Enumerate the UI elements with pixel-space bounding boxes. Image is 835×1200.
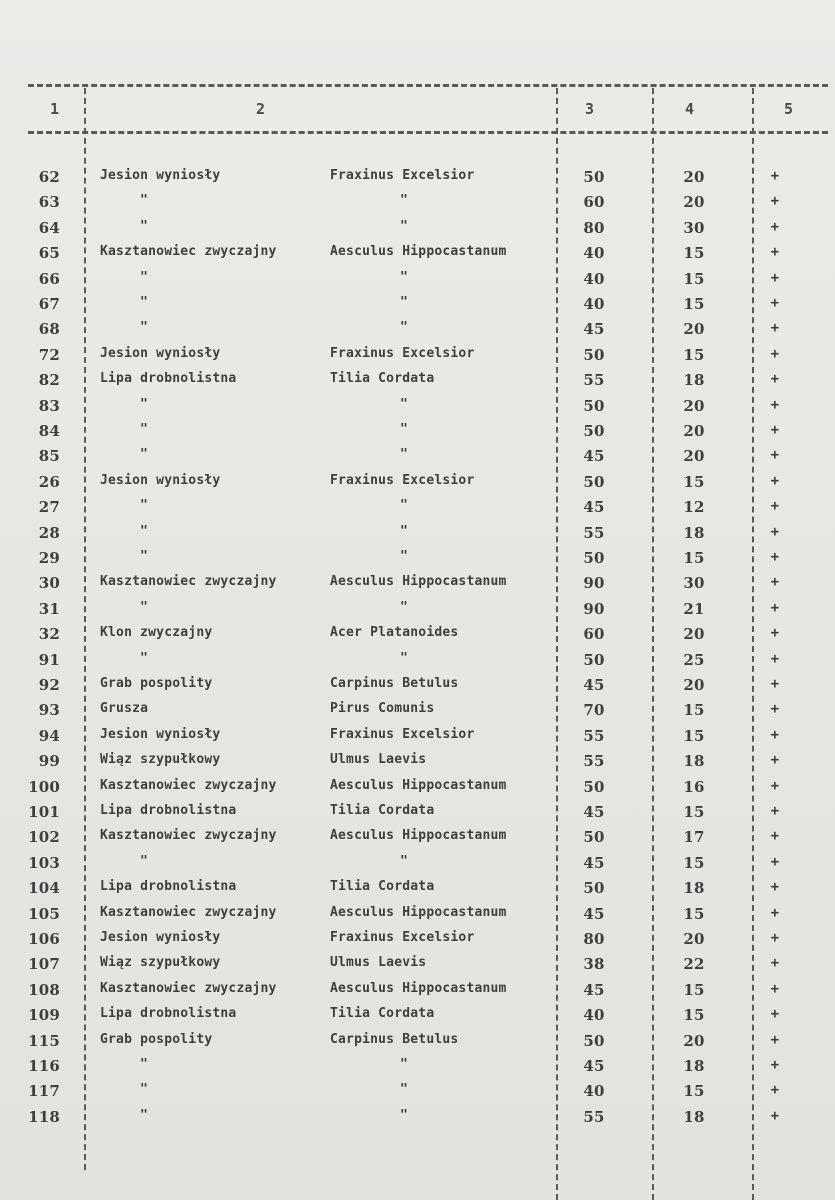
column-4-value: 20	[683, 422, 705, 440]
row-number: 103	[28, 853, 60, 872]
row-number: 32	[38, 625, 60, 644]
column-4-value: 18	[683, 1057, 705, 1075]
table-row	[0, 320, 835, 345]
row-number: 72	[38, 345, 60, 364]
column-4-value: 15	[683, 1006, 705, 1025]
row-number: 108	[28, 980, 60, 999]
column-5-mark: +	[770, 1031, 780, 1048]
column-3-value: 50	[583, 168, 605, 186]
table-row	[0, 1108, 835, 1133]
polish-name: "	[140, 853, 149, 869]
polish-name: Jesion wyniosły	[100, 345, 221, 361]
polish-name: "	[140, 218, 149, 234]
column-4-value: 15	[683, 726, 705, 745]
column-5-mark: +	[770, 1057, 780, 1073]
column-5-mark: +	[770, 625, 780, 642]
column-5-mark: +	[770, 701, 780, 718]
latin-name: "	[400, 498, 409, 514]
latin-name: "	[400, 1082, 409, 1098]
column-3-value: 45	[583, 320, 605, 339]
column-3-value: 50	[583, 828, 605, 847]
row-number: 28	[38, 523, 60, 542]
column-4-value: 20	[683, 447, 705, 466]
column-3-value: 50	[583, 879, 605, 898]
latin-name: "	[400, 650, 409, 666]
column-4-value: 15	[683, 244, 705, 263]
latin-name: "	[400, 599, 409, 615]
row-number: 92	[38, 676, 60, 694]
latin-name: "	[400, 396, 409, 412]
column-3-value: 50	[583, 549, 605, 567]
column-4-value: 17	[683, 828, 705, 847]
polish-name: "	[140, 1107, 149, 1123]
table-row	[0, 524, 835, 549]
column-3-value: 55	[583, 1107, 605, 1126]
polish-name: Kasztanowiec zwyczajny	[100, 904, 277, 920]
latin-name: Tilia Cordata	[330, 879, 435, 895]
column-4-value: 25	[683, 650, 705, 669]
column-4-value: 20	[683, 396, 705, 415]
row-number: 65	[38, 244, 60, 263]
row-number: 93	[38, 701, 60, 720]
latin-name: Tilia Cordata	[330, 803, 435, 818]
row-number: 26	[38, 472, 60, 491]
column-5-mark: +	[770, 650, 780, 667]
row-number: 116	[28, 1057, 60, 1075]
polish-name: Lipa drobnolistna	[100, 1006, 237, 1022]
latin-name: Carpinus Betulus	[330, 676, 459, 691]
polish-name: "	[140, 1057, 149, 1072]
row-number: 66	[38, 269, 60, 288]
latin-name: Carpinus Betulus	[330, 1031, 459, 1047]
column-5-mark: +	[770, 523, 780, 540]
column-5-mark: +	[770, 193, 780, 210]
table-row	[0, 955, 835, 980]
polish-name: Jesion wyniosły	[100, 168, 221, 183]
row-number: 109	[28, 1006, 60, 1025]
table-row	[0, 574, 835, 599]
polish-name: Kasztanowiec zwyczajny	[100, 777, 277, 793]
table-row	[0, 854, 835, 879]
latin-name: Ulmus Laevis	[330, 752, 427, 768]
latin-name: Acer Platanoides	[330, 625, 459, 641]
table-row	[0, 701, 835, 726]
column-3-value: 45	[583, 498, 605, 517]
polish-name: Kasztanowiec zwyczajny	[100, 574, 277, 590]
table-row	[0, 1082, 835, 1107]
header-bottom-rule	[28, 131, 828, 134]
column-5-mark: +	[770, 930, 780, 946]
latin-name: Fraxinus Excelsior	[330, 726, 475, 742]
polish-name: "	[140, 498, 149, 514]
column-4-value: 15	[683, 701, 705, 720]
column-3-value: 50	[583, 345, 605, 364]
polish-name: "	[140, 599, 149, 615]
column-3-value: 55	[583, 371, 605, 390]
table-row	[0, 752, 835, 777]
polish-name: "	[140, 650, 149, 666]
polish-name: "	[140, 447, 149, 463]
row-number: 29	[38, 549, 60, 567]
latin-name: Tilia Cordata	[330, 371, 435, 387]
row-number: 117	[28, 1082, 60, 1101]
column-4-value: 16	[683, 777, 705, 796]
polish-name: "	[140, 396, 149, 412]
column-4-value: 20	[683, 676, 705, 694]
table-row	[0, 193, 835, 218]
polish-name: "	[140, 320, 149, 336]
row-number: 85	[38, 447, 60, 466]
column-5-mark: +	[770, 1082, 780, 1099]
column-4-value: 18	[683, 371, 705, 390]
column-5-mark: +	[770, 574, 780, 591]
table-row	[0, 346, 835, 371]
table-row	[0, 727, 835, 752]
polish-name: Grab pospolity	[100, 1031, 213, 1047]
column-4-value: 18	[683, 523, 705, 542]
column-3-value: 45	[583, 447, 605, 466]
column-5-mark: +	[770, 396, 780, 413]
latin-name: Fraxinus Excelsior	[330, 168, 475, 183]
column-4-value: 15	[683, 269, 705, 288]
row-number: 31	[38, 599, 60, 618]
column-3-value: 50	[583, 422, 605, 440]
polish-name: Kasztanowiec zwyczajny	[100, 828, 277, 844]
table-row	[0, 803, 835, 828]
row-number: 30	[38, 574, 60, 593]
column-3-value: 45	[583, 803, 605, 821]
table-row	[0, 270, 835, 295]
column-4-value: 30	[683, 574, 705, 593]
column-3-value: 80	[583, 218, 605, 237]
column-5-mark: +	[770, 168, 780, 184]
column-5-mark: +	[770, 1006, 780, 1023]
polish-name: Kasztanowiec zwyczajny	[100, 244, 277, 260]
polish-name: Lipa drobnolistna	[100, 371, 237, 387]
row-number: 99	[38, 752, 60, 771]
column-3-value: 50	[583, 472, 605, 491]
latin-name: Aesculus Hippocastanum	[330, 828, 507, 844]
column-5-mark: +	[770, 371, 780, 388]
column-5-mark: +	[770, 904, 780, 921]
row-number: 115	[28, 1031, 60, 1050]
column-5-mark: +	[770, 980, 780, 997]
column-3-value: 60	[583, 193, 605, 212]
column-5-mark: +	[770, 549, 780, 565]
table-row	[0, 397, 835, 422]
table-row	[0, 676, 835, 701]
column-4-value: 30	[683, 218, 705, 237]
column-5-mark: +	[770, 726, 780, 743]
header-top-rule	[28, 84, 828, 87]
table-row	[0, 295, 835, 320]
column-4-value: 15	[683, 345, 705, 364]
latin-name: "	[400, 1107, 409, 1123]
header-col-1: 1	[50, 100, 60, 118]
latin-name: Aesculus Hippocastanum	[330, 980, 507, 996]
table-row	[0, 1006, 835, 1031]
latin-name: "	[400, 269, 409, 285]
table-row	[0, 981, 835, 1006]
column-4-value: 15	[683, 904, 705, 923]
row-number: 102	[28, 828, 60, 847]
column-3-value: 55	[583, 726, 605, 745]
column-5-mark: +	[770, 498, 780, 515]
column-3-value: 40	[583, 244, 605, 263]
table-row	[0, 905, 835, 930]
column-3-value: 90	[583, 599, 605, 618]
row-number: 64	[38, 218, 60, 237]
polish-name: "	[140, 422, 149, 437]
table-row	[0, 168, 835, 193]
row-number: 27	[38, 498, 60, 517]
row-number: 94	[38, 726, 60, 745]
row-number: 63	[38, 193, 60, 212]
latin-name: Aesculus Hippocastanum	[330, 904, 507, 920]
column-4-value: 20	[683, 625, 705, 644]
table-row	[0, 422, 835, 447]
polish-name: Grusza	[100, 701, 149, 717]
column-3-value: 45	[583, 1057, 605, 1075]
column-4-value: 15	[683, 549, 705, 567]
latin-name: "	[400, 295, 409, 310]
row-number: 105	[28, 904, 60, 923]
column-3-value: 40	[583, 269, 605, 288]
column-5-mark: +	[770, 345, 780, 362]
column-4-value: 15	[683, 803, 705, 821]
column-3-value: 50	[583, 396, 605, 415]
polish-name: Grab pospolity	[100, 676, 213, 691]
row-number: 106	[28, 930, 60, 948]
column-5-mark: +	[770, 599, 780, 616]
column-5-mark: +	[770, 295, 780, 311]
table-row	[0, 549, 835, 574]
column-3-value: 50	[583, 650, 605, 669]
row-number: 101	[28, 803, 60, 821]
table-row	[0, 625, 835, 650]
latin-name: Fraxinus Excelsior	[330, 930, 475, 945]
latin-name: "	[400, 853, 409, 869]
column-4-value: 20	[683, 193, 705, 212]
column-4-value: 12	[683, 498, 705, 517]
column-3-value: 50	[583, 1031, 605, 1050]
column-3-value: 80	[583, 930, 605, 948]
row-number: 62	[38, 168, 60, 186]
column-5-mark: +	[770, 244, 780, 261]
column-5-mark: +	[770, 447, 780, 464]
column-4-value: 22	[683, 955, 705, 974]
latin-name: "	[400, 193, 409, 209]
latin-name: "	[400, 218, 409, 234]
row-number: 84	[38, 422, 60, 440]
latin-name: "	[400, 447, 409, 463]
polish-name: Wiąz szypułkowy	[100, 752, 221, 768]
column-5-mark: +	[770, 422, 780, 438]
column-4-value: 15	[683, 853, 705, 872]
column-5-mark: +	[770, 879, 780, 896]
column-5-mark: +	[770, 676, 780, 692]
latin-name: "	[400, 523, 409, 539]
column-5-mark: +	[770, 828, 780, 845]
row-number: 67	[38, 295, 60, 313]
latin-name: Aesculus Hippocastanum	[330, 244, 507, 260]
polish-name: Jesion wyniosły	[100, 930, 221, 945]
column-3-value: 55	[583, 752, 605, 771]
latin-name: "	[400, 1057, 409, 1072]
column-3-value: 40	[583, 295, 605, 313]
column-3-value: 90	[583, 574, 605, 593]
column-4-value: 20	[683, 1031, 705, 1050]
table-row	[0, 447, 835, 472]
table-row	[0, 600, 835, 625]
column-3-value: 70	[583, 701, 605, 720]
latin-name: "	[400, 549, 409, 564]
latin-name: "	[400, 320, 409, 336]
polish-name: "	[140, 193, 149, 209]
column-4-value: 15	[683, 1082, 705, 1101]
column-3-value: 45	[583, 853, 605, 872]
column-5-mark: +	[770, 320, 780, 337]
polish-name: "	[140, 549, 149, 564]
table-row	[0, 498, 835, 523]
column-3-value: 40	[583, 1082, 605, 1101]
table-row	[0, 371, 835, 396]
header-col-2: 2	[256, 100, 266, 118]
polish-name: Jesion wyniosły	[100, 472, 221, 488]
column-4-value: 20	[683, 930, 705, 948]
header-col-4: 4	[685, 100, 695, 118]
row-number: 91	[38, 650, 60, 669]
column-3-value: 38	[583, 955, 605, 974]
latin-name: Aesculus Hippocastanum	[330, 777, 507, 793]
latin-name: Fraxinus Excelsior	[330, 472, 475, 488]
column-4-value: 15	[683, 295, 705, 313]
row-number: 83	[38, 396, 60, 415]
latin-name: Tilia Cordata	[330, 1006, 435, 1022]
table-row	[0, 930, 835, 955]
column-3-value: 60	[583, 625, 605, 644]
header-col-5: 5	[784, 100, 794, 118]
column-5-mark: +	[770, 1107, 780, 1124]
column-5-mark: +	[770, 777, 780, 794]
table-row	[0, 244, 835, 269]
latin-name: Fraxinus Excelsior	[330, 345, 475, 361]
polish-name: Lipa drobnolistna	[100, 879, 237, 895]
row-number: 100	[28, 777, 60, 796]
polish-name: "	[140, 1082, 149, 1098]
table-row	[0, 473, 835, 498]
row-number: 107	[28, 955, 60, 974]
column-4-value: 18	[683, 1107, 705, 1126]
column-4-value: 15	[683, 472, 705, 491]
column-3-value: 45	[583, 980, 605, 999]
column-5-mark: +	[770, 472, 780, 489]
row-number: 104	[28, 879, 60, 898]
table-row	[0, 1057, 835, 1082]
table-row	[0, 879, 835, 904]
column-5-mark: +	[770, 218, 780, 235]
table-row	[0, 219, 835, 244]
table-row	[0, 1032, 835, 1057]
polish-name: "	[140, 295, 149, 310]
column-4-value: 20	[683, 320, 705, 339]
latin-name: Ulmus Laevis	[330, 955, 427, 971]
polish-name: Klon zwyczajny	[100, 625, 213, 641]
header-col-3: 3	[585, 100, 595, 118]
column-5-mark: +	[770, 853, 780, 870]
polish-name: Lipa drobnolistna	[100, 803, 237, 818]
polish-name: "	[140, 523, 149, 539]
table-row	[0, 828, 835, 853]
column-4-value: 15	[683, 980, 705, 999]
row-number: 118	[28, 1107, 60, 1126]
polish-name: Wiąz szypułkowy	[100, 955, 221, 971]
polish-name: "	[140, 269, 149, 285]
column-3-value: 40	[583, 1006, 605, 1025]
column-5-mark: +	[770, 955, 780, 972]
latin-name: "	[400, 422, 409, 437]
column-5-mark: +	[770, 752, 780, 769]
column-5-mark: +	[770, 269, 780, 286]
column-4-value: 18	[683, 752, 705, 771]
row-number: 68	[38, 320, 60, 339]
column-5-mark: +	[770, 803, 780, 819]
column-3-value: 45	[583, 904, 605, 923]
column-3-value: 55	[583, 523, 605, 542]
latin-name: Pirus Comunis	[330, 701, 435, 717]
table-row	[0, 778, 835, 803]
table-row	[0, 651, 835, 676]
polish-name: Kasztanowiec zwyczajny	[100, 980, 277, 996]
column-4-value: 21	[683, 599, 705, 618]
column-3-value: 45	[583, 676, 605, 694]
latin-name: Aesculus Hippocastanum	[330, 574, 507, 590]
column-4-value: 18	[683, 879, 705, 898]
row-number: 82	[38, 371, 60, 390]
polish-name: Jesion wyniosły	[100, 726, 221, 742]
column-3-value: 50	[583, 777, 605, 796]
column-4-value: 20	[683, 168, 705, 186]
